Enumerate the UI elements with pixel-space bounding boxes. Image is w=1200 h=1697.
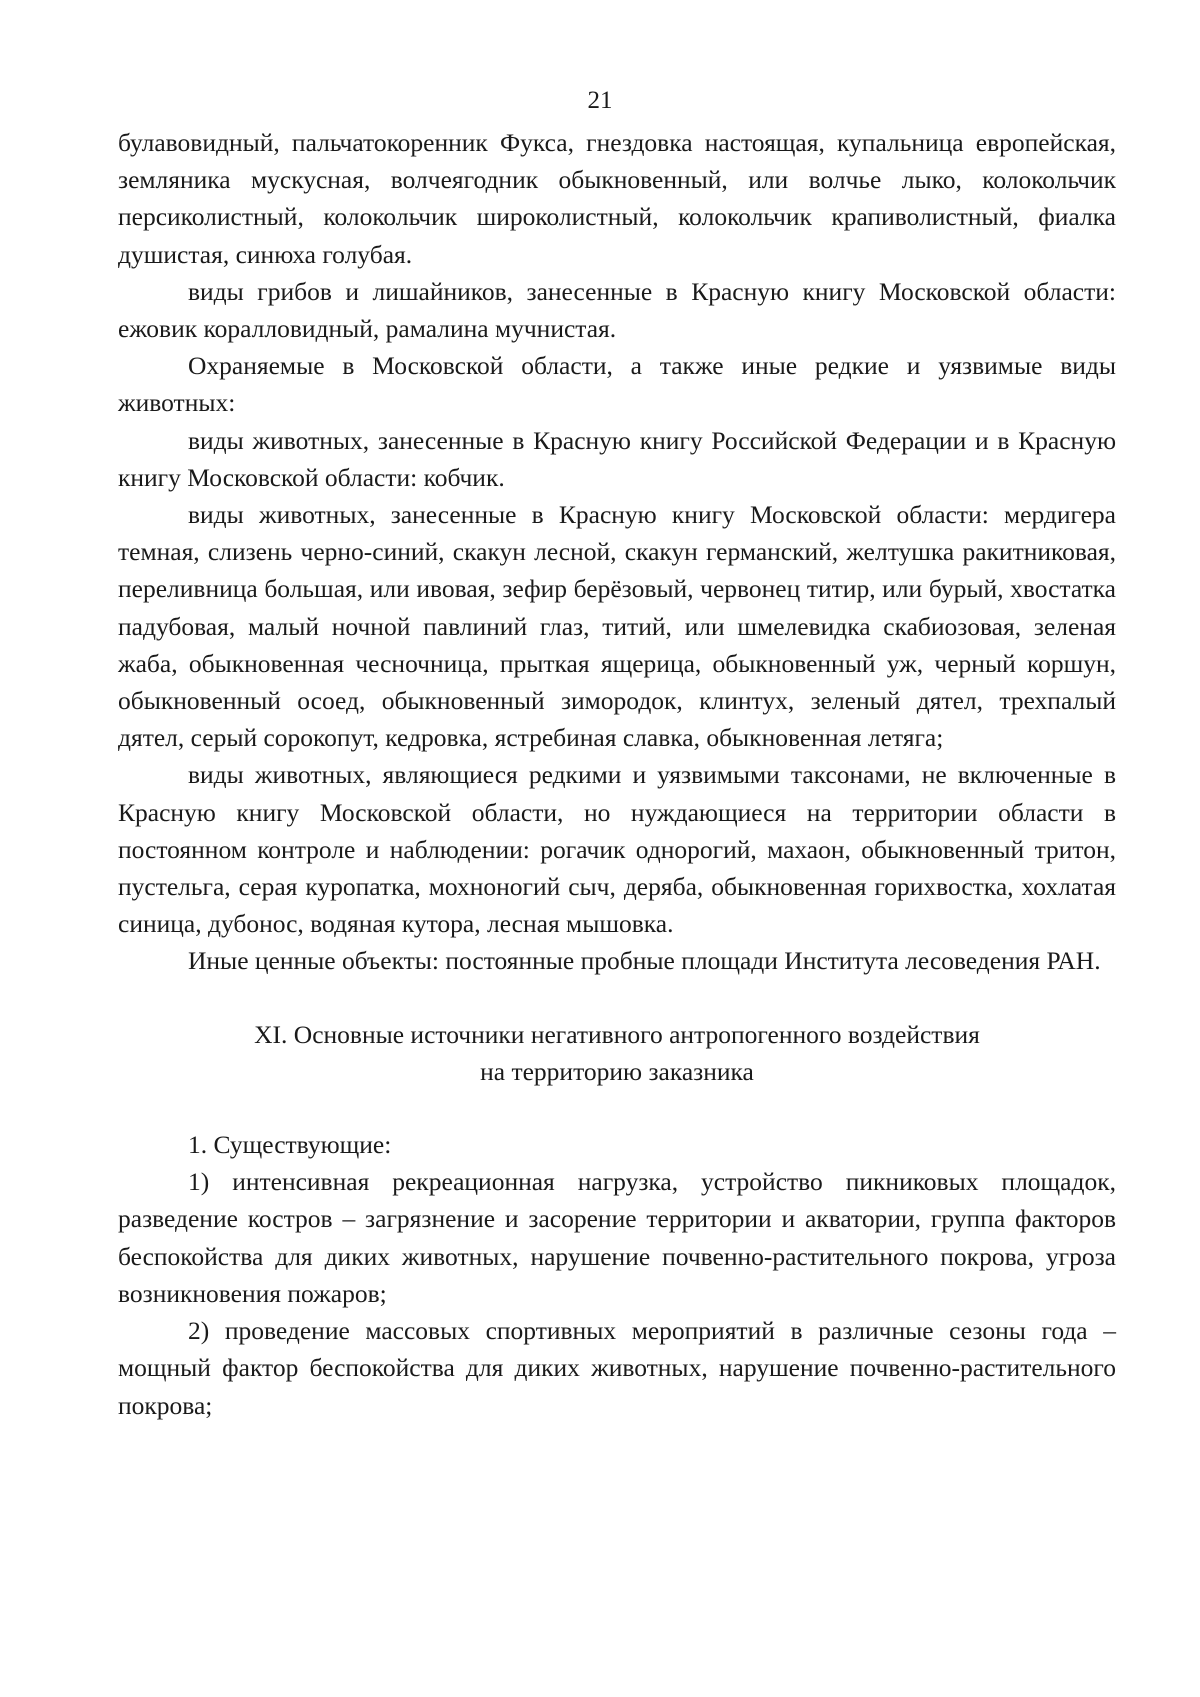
- paragraph-source-2: 2) проведение массовых спортивных мероприятий в различные сезоны года – мощный фактор беспокойства для диких животных, нарушение почвенно-растительного покрова;: [118, 1316, 1116, 1420]
- section-heading-line-2: на территорию заказника: [480, 1056, 754, 1086]
- paragraph-rare-vulnerable-animals: виды животных, являющиеся редкими и уязвимыми таксонами, не включенные в Красную книгу Московской области, но нуждающиеся на территории области в постоянном контроле и наблюдении: рогачик однорогий, махаон, обыкновенный тритон, пустельга, серая куропатка, мохноногий сыч, деряба, обыкновенная горихвостка, хохлатая синица, дубонос, водяная кутора, лесная мышовка.: [118, 760, 1116, 939]
- paragraph-fungi-lichens: виды грибов и лишайников, занесенные в Красную книгу Московской области: ежовик коралловидный, рамалина мучнистая.: [118, 276, 1116, 344]
- paragraph-existing-sources-title: 1. Существующие:: [188, 1130, 392, 1160]
- paragraph-animals-rf-red-book: виды животных, занесенные в Красную книгу Российской Федерации и в Красную книгу Московской области: кобчик.: [118, 425, 1116, 492]
- paragraph-source-1: 1) интенсивная рекреационная нагрузка, устройство пикниковых площадок, разведение костров – загрязнение и засорение территории и акватории, группа факторов беспокойства для диких животных, нарушение почвенно-растительного покрова, угроза возникновения пожаров;: [118, 1167, 1116, 1308]
- section-heading-line-1: XI. Основные источники негативного антропогенного воздействия: [254, 1019, 980, 1049]
- section-heading: [118, 1016, 1116, 1090]
- paragraph-protected-animals-intro: Охраняемые в Московской области, а также иные редкие и уязвимые виды животных:: [118, 351, 1116, 418]
- paragraph-plants-continued: булавовидный, пальчатокоренник Фукса, гнездовка настоящая, купальница европейская, земляника мускусная, волчеягодник обыкновенный, или волчье лыко, колокольчик персиколистный, колокольчик широколистный, колокольчик крапиволистный, фиалка душистая, синюха голубая.: [118, 128, 1116, 269]
- paragraph-animals-mo-red-book: виды животных, занесенные в Красную книгу Московской области: мердигера темная, слизень черно-синий, скакун лесной, скакун германский, желтушка ракитниковая, переливница большая, или ивовая, зефир берёзовый, червонец титир, или бурый, хвостатка падубовая, малый ночной павлиний глаз, титий, или шмелевидка скабиозовая, зеленая жаба, обыкновенная чесночница, прыткая ящерица, обыкновенный уж, черный коршун, обыкновенный осоед, обыкновенный зимородок, клинтух, зеленый дятел, трехпалый дятел, серый сорокопут, кедровка, ястребиная славка, обыкновенная летяга;: [118, 500, 1116, 753]
- paragraph-other-valuable-objects: Иные ценные объекты: постоянные пробные площади Института лесоведения РАН.: [188, 946, 1101, 976]
- document-body: [118, 124, 1116, 1424]
- page-number: 21: [587, 87, 613, 114]
